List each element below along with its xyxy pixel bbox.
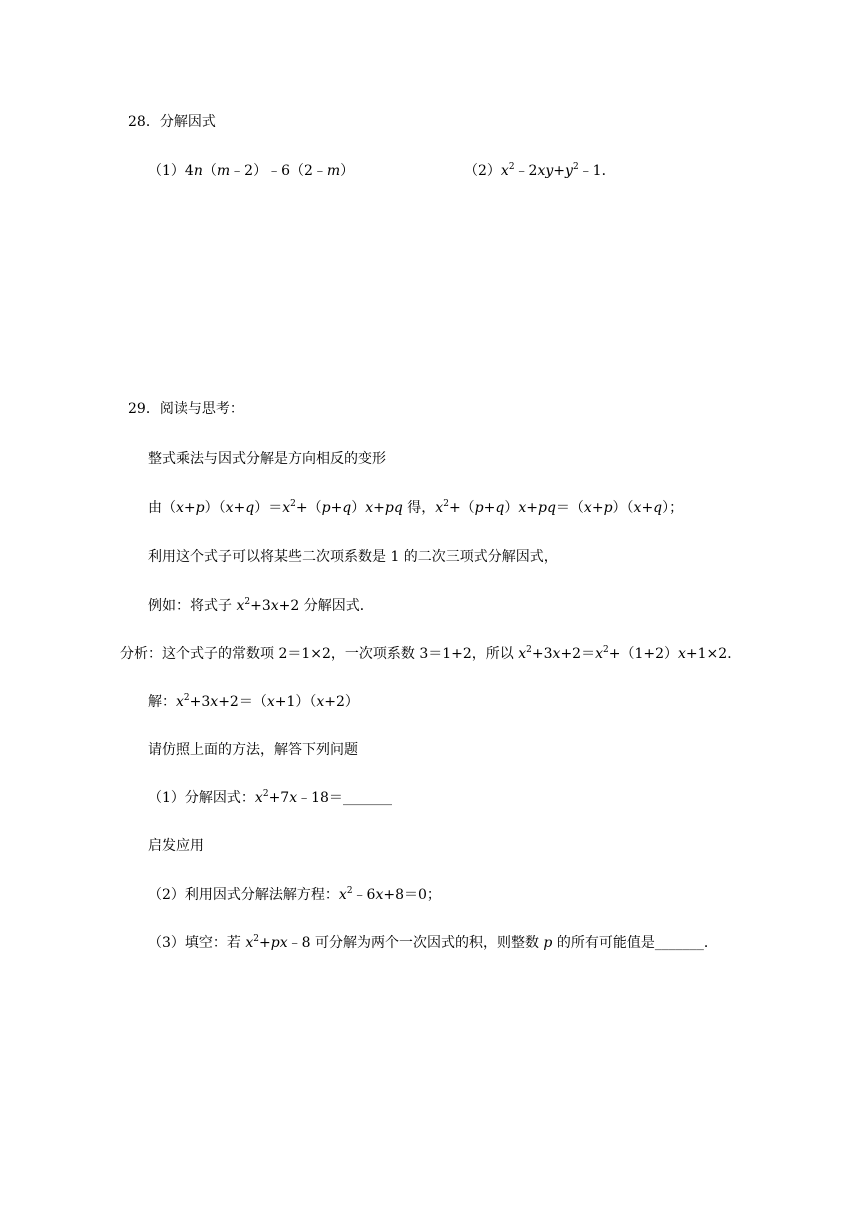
q28-heading	[128, 113, 216, 131]
math-variable: x	[678, 646, 686, 662]
math-variable: y	[565, 163, 573, 179]
math-variable: x	[270, 598, 279, 614]
math-variable: x	[500, 163, 509, 179]
math-variable: x	[518, 646, 527, 662]
text-fragment: 分析：这个式子的常数项 2＝1×2，一次项系数 3＝1+2，所以	[120, 646, 519, 662]
text-fragment: ＝（	[555, 500, 584, 516]
q29-title: 阅读与思考：	[159, 401, 244, 417]
math-variable: p	[603, 500, 613, 516]
text-fragment: （2）利用因式分解法解方程：	[148, 887, 339, 903]
text-fragment: +1）（	[274, 694, 317, 710]
text-fragment: +3	[531, 646, 553, 662]
text-fragment: 利用这个式子可以将某些二次项系数是 1 的二次三项式分解因式，	[148, 549, 558, 565]
text-fragment: 启发应用	[148, 838, 204, 854]
math-variable: x	[435, 500, 444, 516]
q29-identity-line	[148, 499, 683, 517]
text-fragment: ）	[340, 163, 355, 179]
q28-number: 28．	[128, 114, 160, 130]
text-fragment: ﹣1．	[578, 163, 616, 179]
text-fragment: +8＝0；	[383, 887, 441, 903]
math-variable: x	[338, 887, 347, 903]
text-fragment: ﹣2）﹣6（2﹣	[230, 163, 327, 179]
text-fragment: +	[233, 500, 246, 516]
text-fragment: （	[202, 163, 217, 179]
math-variable: p	[474, 500, 484, 516]
math-variable: q	[495, 500, 505, 516]
text-fragment: +7	[268, 790, 290, 806]
text-fragment: ）；	[662, 500, 684, 516]
math-exponent: 2	[443, 499, 449, 509]
math-variable: q	[342, 500, 352, 516]
text-fragment: 由（	[148, 500, 176, 516]
text-fragment: 的所有可能值是	[552, 935, 655, 951]
q29-intro-line	[148, 450, 386, 468]
math-exponent: 2	[183, 693, 190, 703]
text-fragment: ．	[703, 935, 718, 951]
text-fragment: ﹣18＝	[297, 790, 343, 806]
text-fragment: +（	[295, 500, 322, 516]
text-fragment: +2 分解因式．	[278, 598, 374, 614]
text-fragment: +	[483, 500, 496, 516]
math-variable: x	[176, 500, 184, 516]
text-fragment: +2＝	[560, 646, 596, 662]
math-variable: x	[518, 500, 527, 516]
math-exponent: 2	[244, 597, 251, 607]
math-variable: x	[365, 500, 374, 516]
math-variable: x	[595, 646, 603, 662]
math-variable: x	[210, 694, 219, 710]
text-fragment: +	[553, 163, 566, 179]
math-variable: x	[282, 500, 291, 516]
q28-part1	[148, 162, 354, 180]
text-fragment: +2）	[324, 694, 359, 710]
q29-number: 29．	[128, 401, 160, 417]
math-variable: n	[193, 163, 203, 179]
text-fragment: +3	[250, 598, 271, 614]
math-exponent: 2	[346, 886, 353, 896]
text-fragment: 得，	[402, 500, 436, 516]
math-variable: x	[316, 694, 325, 710]
text-fragment: （3）填空：若	[148, 935, 246, 951]
math-variable: q	[245, 500, 255, 516]
text-fragment: ）	[351, 500, 366, 516]
text-fragment: ）（	[612, 500, 634, 516]
text-fragment: +（	[448, 500, 475, 516]
text-fragment: 请仿照上面的方法，解答下列问题	[148, 742, 358, 758]
q29-part2	[148, 886, 441, 904]
text-fragment: +	[259, 935, 271, 951]
math-variable: x	[583, 500, 592, 516]
math-variable: x	[289, 790, 298, 806]
text-fragment: +	[373, 500, 385, 516]
math-variable: m	[326, 163, 341, 179]
text-fragment: +	[183, 500, 196, 516]
text-fragment: 例如：将式子	[148, 598, 237, 614]
text-fragment: +	[330, 500, 343, 516]
text-fragment: 4	[184, 163, 194, 179]
math-variable: p	[321, 500, 331, 516]
q29-solution-line	[148, 693, 359, 711]
math-variable: xy	[537, 163, 554, 179]
text-fragment: +2＝（	[218, 694, 267, 710]
text-fragment: +	[526, 500, 538, 516]
math-variable: p	[543, 935, 553, 951]
math-variable: x	[266, 694, 275, 710]
text-fragment: +1×2．	[685, 646, 742, 662]
math-variable: x	[245, 935, 254, 951]
math-exponent: 2	[262, 789, 269, 799]
math-exponent: 2	[526, 645, 532, 655]
math-exponent: 2	[253, 934, 259, 944]
text-fragment: （1）	[148, 163, 185, 179]
text-fragment: 解：	[148, 694, 176, 710]
q29-usage-line	[148, 548, 558, 566]
math-variable: pq	[537, 500, 556, 516]
math-variable: x	[254, 790, 263, 806]
text-fragment: （2）	[464, 163, 501, 179]
q29-example-line	[148, 597, 374, 615]
q29-section-heading	[148, 837, 204, 855]
math-variable: px	[270, 935, 288, 951]
math-exponent: 2	[508, 162, 515, 172]
math-exponent: 2	[572, 162, 579, 172]
text-fragment: 整式乘法与因式分解是方向相反的变形	[148, 451, 386, 467]
text-fragment: ）（	[204, 500, 226, 516]
q29-instruction-line	[148, 741, 358, 759]
math-variable: x	[236, 598, 245, 614]
text-fragment: ﹣2	[514, 163, 538, 179]
math-variable: p	[195, 500, 205, 516]
q29-part3	[148, 934, 718, 952]
math-variable: x	[633, 500, 642, 516]
text-fragment: ﹣6	[352, 887, 376, 903]
math-exponent: 2	[603, 645, 609, 655]
text-fragment: +	[641, 500, 654, 516]
math-variable: m	[216, 163, 231, 179]
text-fragment: +（1+2）	[608, 646, 679, 662]
math-variable: x	[225, 500, 234, 516]
math-variable: x	[176, 694, 184, 710]
text-fragment: ）	[504, 500, 519, 516]
text-fragment: ﹣8 可分解为两个一次因式的积，则整数	[287, 935, 544, 951]
math-exponent: 2	[290, 499, 296, 509]
q28-title: 分解因式	[159, 114, 216, 130]
math-variable: x	[375, 887, 384, 903]
text-fragment: ）＝	[254, 500, 283, 516]
q29-heading	[128, 400, 244, 418]
q29-analysis-line	[120, 645, 741, 663]
text-fragment: （1）分解因式：	[148, 790, 255, 806]
math-variable: pq	[384, 500, 403, 516]
q28-part2	[464, 162, 616, 180]
text-fragment: +	[591, 500, 604, 516]
answer-blank-2: _______	[654, 935, 704, 951]
math-variable: x	[552, 646, 561, 662]
answer-blank-1: _______	[342, 790, 392, 806]
math-variable: q	[653, 500, 663, 516]
text-fragment: +3	[189, 694, 211, 710]
q29-part1	[148, 789, 392, 807]
